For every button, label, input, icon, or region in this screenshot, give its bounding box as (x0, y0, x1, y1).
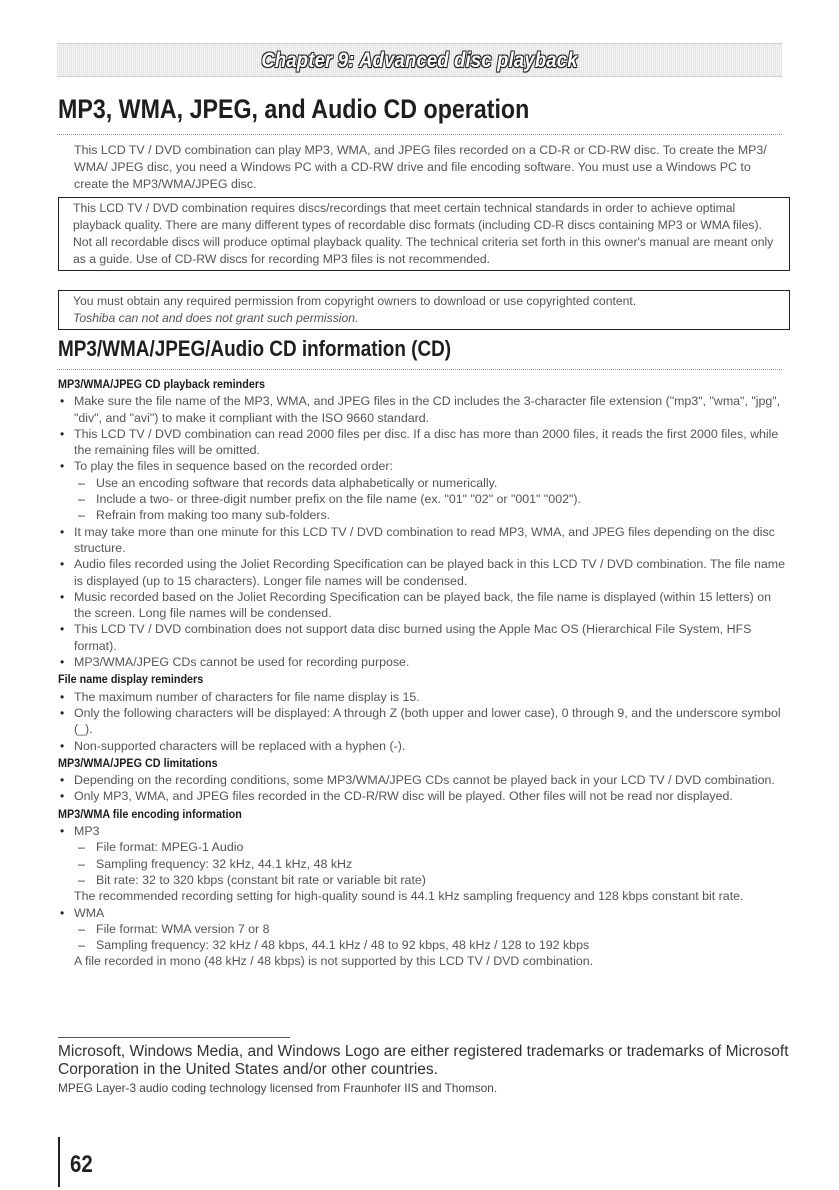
sub-list-item: – Include a two- or three-digit number prefix on the file name (ex. "01" "02" or "001" "002"). (74, 491, 786, 507)
sub-list-item: – Sampling frequency: 32 kHz, 44.1 kHz, 48 kHz (74, 856, 786, 872)
list-item: • MP3/WMA/JPEG CDs cannot be used for recording purpose. (58, 654, 786, 670)
list-item: • This LCD TV / DVD combination does not support data disc burned using the Apple Mac OS (Hierarchical File System, HFS format). (58, 621, 786, 654)
playback-list (58, 393, 786, 670)
copyright-box (58, 290, 790, 330)
sub-list-item: – File format: MPEG-1 Audio (74, 839, 786, 855)
trademark-footnote: Microsoft, Windows Media, and Windows Logo are either registered trademarks or trademarks of Microsoft Corporation in the United States and/or other countries. (58, 1043, 789, 1078)
mp3-note: The recommended recording setting for high-quality sound is 44.1 kHz sampling frequency and 128 kbps constant bit rate. (74, 889, 744, 904)
chapter-title: Chapter 9: Advanced disc playback (261, 49, 578, 72)
list-item-text: To play the files in sequence based on the recorded order: (74, 459, 393, 474)
sub-list (74, 475, 786, 524)
divider (57, 134, 782, 135)
list-item: • Non-supported characters will be replaced with a hyphen (-). (58, 738, 786, 754)
footnote-divider (58, 1037, 290, 1038)
sub-list-item: – Bit rate: 32 to 320 kbps (constant bit rate or variable bit rate) (74, 872, 786, 888)
section-title: MP3, WMA, JPEG, and Audio CD operation (58, 94, 530, 124)
encoding-list (58, 823, 786, 970)
sub-list-item: – Use an encoding software that records data alphabetically or numerically. (74, 475, 786, 491)
list-item-mp3 (58, 823, 786, 904)
heading-limitations: MP3/WMA/JPEG CD limitations (58, 755, 218, 770)
chapter-banner (57, 43, 782, 77)
list-item: • The maximum number of characters for file name display is 15. (58, 689, 786, 705)
list-item: • Audio files recorded using the Joliet Recording Specification can be played back in this LCD TV / DVD combination. The file name is displayed (up to 15 characters). Longer file names will be condensed. (58, 556, 786, 589)
sub-list (74, 921, 786, 954)
list-item: • This LCD TV / DVD combination can read 2000 files per disc. If a disc has more than 2000 files, it reads the first 2000 files, while the remaining files will be omitted. (58, 426, 786, 459)
note-text: This LCD TV / DVD combination requires discs/recordings that meet certain technical standards in order to achieve optimal playback quality. There are many different types of recordable disc formats (including CD-R discs containing MP3 or WMA files). Not all recordable discs will produce optimal playback quality. The technical criteria set forth in this owner's manual are meant only as a guide. Use of CD-RW discs for recording MP3 files is not recommended. (73, 201, 774, 266)
sub-list (74, 839, 786, 888)
list-item-text: WMA (74, 905, 105, 920)
list-item: • Only the following characters will be displayed: A through Z (both upper and lower case), 0 through 9, and the underscore symbol (_). (58, 705, 786, 738)
heading-encoding-info: MP3/WMA file encoding information (58, 806, 242, 821)
list-item: • Only MP3, WMA, and JPEG files recorded in the CD-R/RW disc will be played. Other files will not be read nor displayed. (58, 788, 786, 804)
limitations-list (58, 772, 786, 805)
page-number: 62 (70, 1151, 93, 1178)
copyright-disclaimer: Toshiba can not and does not grant such permission. (73, 311, 359, 325)
filename-list (58, 689, 786, 754)
heading-file-name-reminders: File name display reminders (58, 672, 204, 687)
list-item: • Depending on the recording conditions, some MP3/WMA/JPEG CDs cannot be played back in your LCD TV / DVD combination. (58, 772, 786, 788)
wma-note: A file recorded in mono (48 kHz / 48 kbps) is not supported by this LCD TV / DVD combination. (74, 954, 594, 969)
page-number-bar (58, 1137, 60, 1187)
list-item-text: MP3 (74, 824, 100, 839)
list-item: • It may take more than one minute for this LCD TV / DVD combination to read MP3, WMA, and JPEG files depending on the disc structure. (58, 524, 786, 557)
mpeg-footnote: MPEG Layer-3 audio coding technology licensed from Fraunhofer IIS and Thomson. (58, 1081, 498, 1095)
main-content (58, 375, 786, 970)
list-item: • Music recorded based on the Joliet Recording Specification can be played back, the file name is displayed (within 15 letters) on the screen. Long file names will be condensed. (58, 589, 786, 622)
list-item-wma (58, 905, 786, 970)
intro-paragraph: This LCD TV / DVD combination can play MP3, WMA, and JPEG files recorded on a CD-R or CD-RW disc. To create the MP3/ WMA/ JPEG disc, you need a Windows PC with a CD-RW drive and file encoding software. You must use a Windows PC to create the MP3/WMA/JPEG disc. (74, 143, 767, 191)
sub-list-item: – Refrain from making too many sub-folders. (74, 507, 786, 523)
list-item: • Make sure the file name of the MP3, WMA, and JPEG files in the CD includes the 3-character file extension ("mp3", "wma", "jpg", "div", and "avi") to make it compliant with the ISO 9660 standard. (58, 393, 786, 426)
sub-list-item: – File format: WMA version 7 or 8 (74, 921, 786, 937)
list-item (58, 458, 786, 523)
sub-list-item: – Sampling frequency: 32 kHz / 48 kbps, 44.1 kHz / 48 to 92 kbps, 48 kHz / 128 to 192 kbps (74, 937, 786, 953)
subsection-title: MP3/WMA/JPEG/Audio CD information (CD) (58, 336, 452, 361)
copyright-text: You must obtain any required permission from copyright owners to download or use copyrighted content. (73, 294, 637, 308)
divider (57, 369, 782, 370)
note-box (58, 197, 790, 271)
heading-playback-reminders: MP3/WMA/JPEG CD playback reminders (58, 377, 266, 391)
